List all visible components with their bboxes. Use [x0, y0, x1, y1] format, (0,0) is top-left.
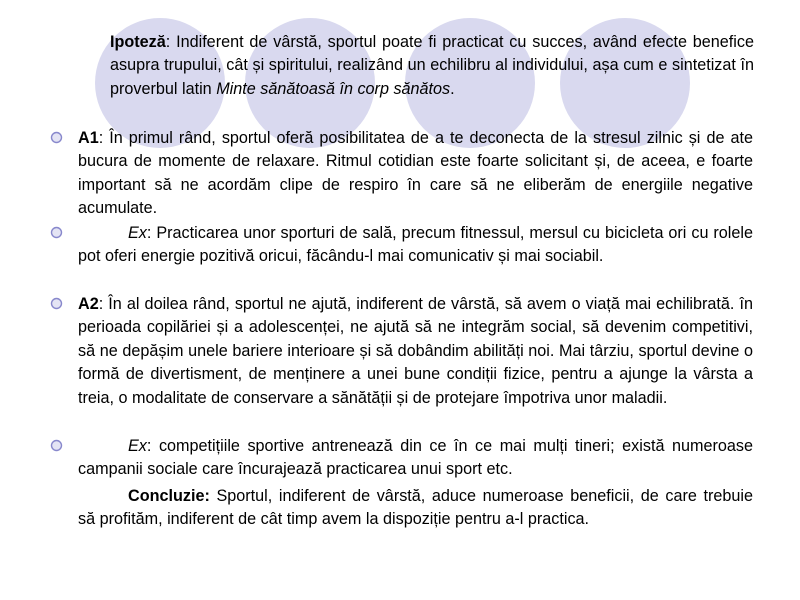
bullet-icon	[50, 297, 63, 310]
label-concluzie: Concluzie:	[128, 487, 210, 505]
paragraph-ex1	[78, 222, 753, 269]
bullet-icon	[50, 439, 63, 452]
text-ex2: : competițiile sportive antrenează din ce în ce mai mulți tineri; există numeroase campanii sociale care încurajează practicarea unui sport etc.	[78, 437, 753, 479]
text-ipoteza: : Indiferent de vârstă, sportul poate fi practicat cu succes, având efecte benefice asupra trupului, cât și spiritului, realizând un echilibru al individului, așa cum e sintetizat în proverbul latin	[110, 33, 754, 98]
label-a2: A2	[78, 295, 99, 313]
text-ex1: : Practicarea unor sporturi de sală, precum fitnessul, mersul cu bicicleta ori cu rolele pot oferi energie pozitivă oricui, făcându-l mai comunicativ și mai sociabil.	[78, 224, 753, 266]
paragraph-concluzie	[78, 485, 753, 532]
label-ex2: Ex	[128, 437, 147, 455]
text-a1: : În primul rând, sportul oferă posibilitatea de a te deconecta de la stresul zilnic și de ate bucura de momente de relaxare. Ritmul cotidian este foarte solicitant și, de aceea, e foarte important să ne acordăm clipe de respiro în care să ne eliberăm de energiile negative acumulate.	[78, 129, 753, 218]
label-ex1: Ex	[128, 224, 147, 242]
paragraph-ex2	[78, 435, 753, 482]
bullet-icon	[50, 226, 63, 239]
label-ipoteza: Ipoteză	[110, 33, 166, 51]
text-ipoteza-end: .	[450, 79, 455, 98]
text-a2: : În al doilea rând, sportul ne ajută, indiferent de vârstă, să avem o viață mai echilibrată. în perioada copilăriei și a adolescenței, ne ajută să ne integrăm social, să devenim competitivi, să ne depășim unele bariere interioare și să dobândim abilități noi. Mai târziu, sportul devine o formă de divertisment, de menținere a unei bune condiții fizice, pentru a ajunge la vârsta a treia, o modalitate de conservare a sănătății și de protejare împotriva unor maladii.	[78, 295, 753, 407]
paragraph-ipoteza	[110, 31, 754, 101]
paragraph-a1	[78, 127, 753, 221]
bullet-icon	[50, 131, 63, 144]
paragraph-a2	[78, 293, 753, 410]
label-a1: A1	[78, 129, 99, 147]
proverb-italic: Minte sănătoasă în corp sănătos	[216, 79, 451, 98]
text-concluzie: Sportul, indiferent de vârstă, aduce numeroase beneficii, de care trebuie să profităm, indiferent de cât timp avem la dispoziție pentru a-l practica.	[78, 487, 753, 529]
